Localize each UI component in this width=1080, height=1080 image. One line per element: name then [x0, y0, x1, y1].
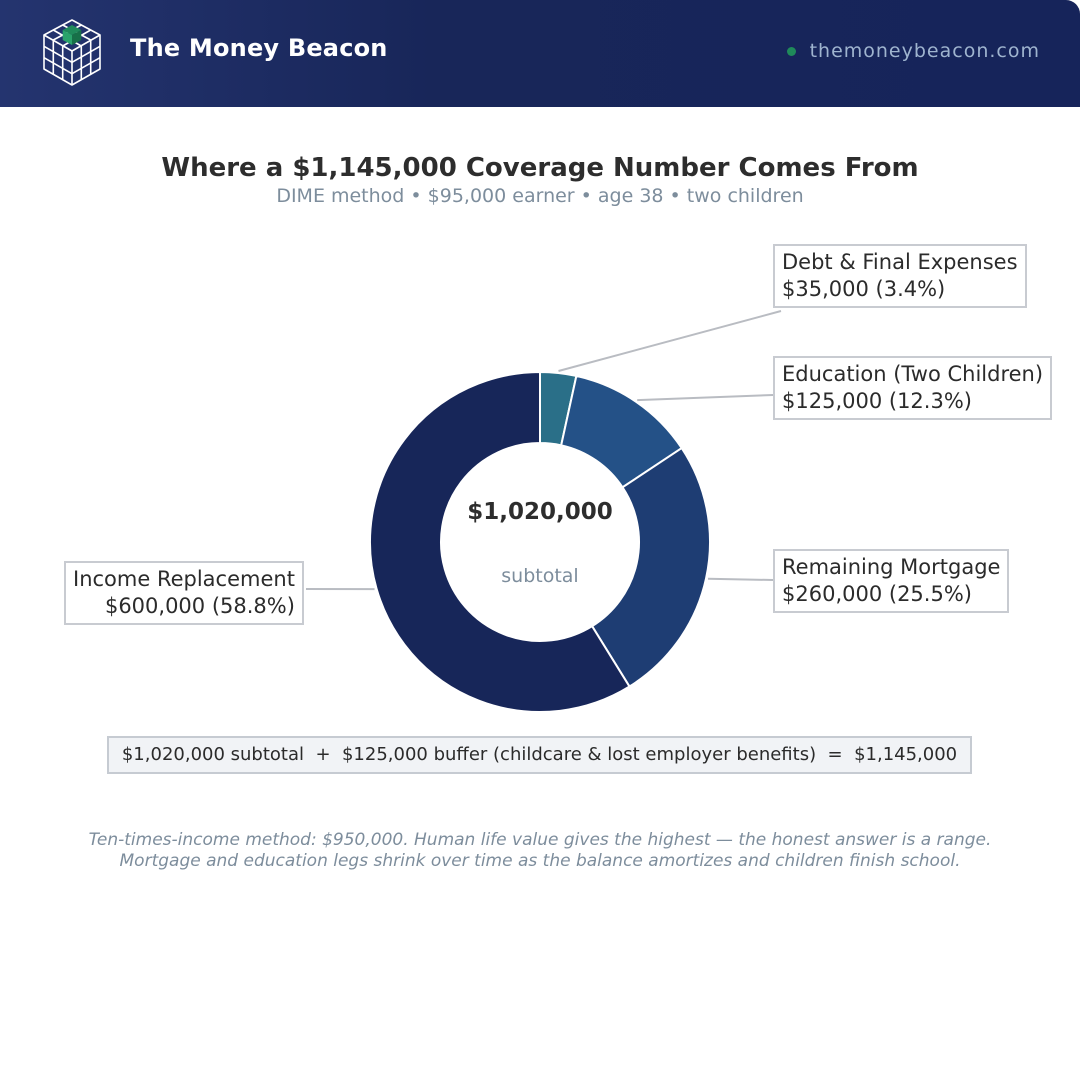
- coverage-formula: $1,020,000 subtotal + $125,000 buffer (childcare & lost employer benefits) = $1,145,000: [107, 736, 972, 774]
- leader-line-education: [637, 395, 773, 400]
- label-income: [64, 561, 304, 625]
- label-education: [773, 356, 1052, 420]
- chart-subtitle: DIME method • $95,000 earner • age 38 • two children: [276, 185, 804, 207]
- leader-line-debt: [559, 311, 781, 371]
- label-mortgage-name: Remaining Mortgage: [782, 555, 1001, 579]
- label-education-value: $125,000 (12.3%): [782, 389, 972, 413]
- label-mortgage-value: $260,000 (25.5%): [782, 582, 972, 606]
- label-debt-name: Debt & Final Expenses: [782, 250, 1018, 274]
- label-mortgage: [773, 549, 1009, 613]
- chart-title: Where a $1,145,000 Coverage Number Comes From: [161, 153, 919, 183]
- center-label: subtotal: [501, 565, 579, 587]
- site-url: themoneybeacon.com: [809, 40, 1040, 62]
- label-debt-value: $35,000 (3.4%): [782, 277, 946, 301]
- label-income-name: Income Replacement: [73, 567, 295, 591]
- leader-line-mortgage: [708, 579, 773, 580]
- label-debt: [773, 244, 1027, 308]
- footnote-line-1: Ten-times-income method: $950,000. Human life value gives the highest — the honest answer is a range.: [88, 830, 992, 850]
- label-education-name: Education (Two Children): [782, 362, 1044, 386]
- center-value: $1,020,000: [467, 499, 613, 525]
- label-income-value: $600,000 (58.8%): [104, 594, 295, 618]
- brand-name: The Money Beacon: [130, 34, 388, 62]
- slice-mortgage: [592, 448, 710, 686]
- footnote-line-2: Mortgage and education legs shrink over time as the balance amortizes and children finish school.: [119, 851, 961, 871]
